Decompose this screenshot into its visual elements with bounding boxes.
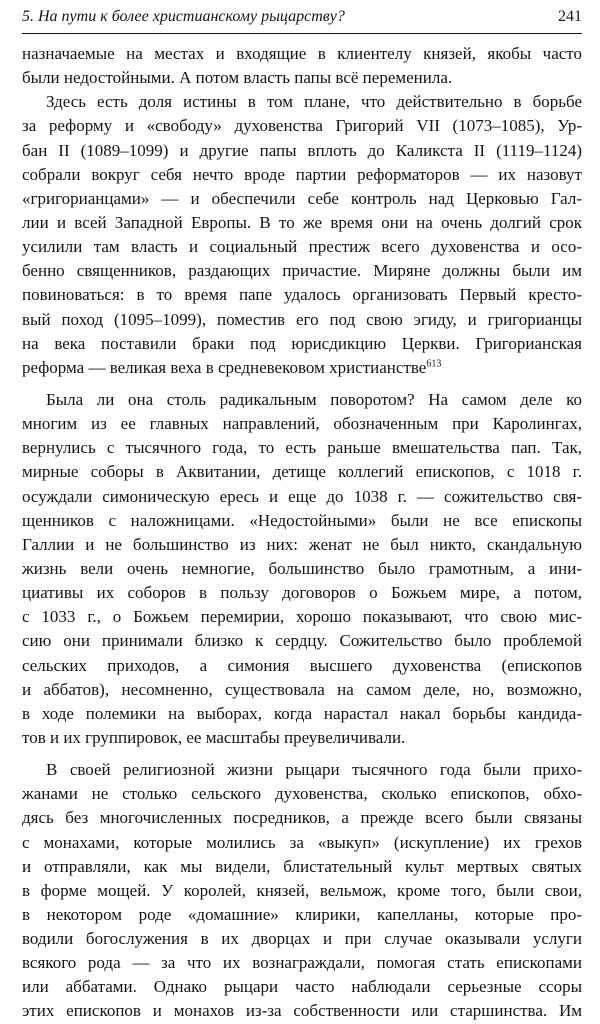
text-line: и аббатов), несомненно, существовала на самом деле, но, возможно,: [22, 679, 582, 699]
paragraph: [22, 90, 582, 380]
text-line: водили богослужения в их дворцах и при случае оказывали услуги: [22, 929, 582, 949]
text-line: этих епископов и монахов из-за собственности или старшинства. Им: [22, 1001, 582, 1021]
text-line: дясь без многочисленных посредников, а прежде всего были связаны: [22, 808, 582, 828]
text-line-body: реформа — великая веха в средневековом христианстве: [22, 357, 427, 377]
text-line: лии и всей Западной Европы. В то же время они на очень долгий срок: [22, 212, 582, 232]
text-line: осуждали симоническую ересь и еще до 1038 г. — сожительство свя-: [22, 486, 582, 506]
chapter-title: 5. На пути к более христианскому рыцарству?: [22, 8, 345, 25]
text-line: бенно священников, раздающих причастие. Миряне должны были им: [22, 261, 582, 281]
running-head: [22, 8, 582, 32]
text-line: мирные соборы в Аквитании, детище коллегий епископов, с 1018 г.: [22, 462, 582, 482]
text-line: жизнь вели очень немногие, большинство было грамотным, а ини-: [22, 558, 582, 578]
paragraph: [22, 42, 582, 90]
text-line: повиноваться: в то время папе удалось организовать Первый кресто-: [22, 285, 582, 305]
text-line: многим из ее главных направлений, обозначенным при Каролингах,: [22, 414, 582, 434]
text-line: бан II (1089–1099) и другие папы вплоть до Каликста II (1119–1124): [22, 140, 582, 160]
paragraph: [22, 388, 582, 750]
paragraph: [22, 758, 582, 1024]
text-line: в ходе полемики на выборах, когда нарастал накал борьбы кандида-: [22, 703, 582, 723]
text-line: за реформу и «свободу» духовенства Григорий VII (1073–1085), Ур-: [22, 116, 582, 136]
text-line: и отправляли, как мы видели, блистательный культ мертвых святых: [22, 856, 582, 876]
body-text: [22, 42, 582, 1024]
text-line: сельских приходов, а симония высшего духовенства (епископов: [22, 655, 582, 675]
text-line: были недостойными. А потом власть папы всё переменила.: [22, 68, 453, 88]
text-line: в форме мощей. У королей, князей, вельмож, кроме того, были свои,: [22, 880, 582, 900]
text-line: усилили там власть и социальный престиж всего духовенства и осо-: [22, 237, 582, 257]
text-line: вый поход (1095–1099), поместив его под свою эгиду, и григорианцы: [22, 309, 582, 329]
text-line: сию они принимали близко к сердцу. Сожительство было проблемой: [22, 631, 582, 651]
text-line: тов и их группировок, ее масштабы преувеличивали.: [22, 727, 406, 747]
text-line: Была ли она столь радикальным поворотом? На самом деле ко: [46, 389, 582, 409]
text-line: вернулись с тысячного года, то есть раньше вмешательства пап. Так,: [22, 438, 582, 458]
text-line: с монахами, которые молились за «выкуп» (искупление) их грехов: [22, 832, 582, 852]
text-line: В своей религиозной жизни рыцари тысячного года были прихо-: [46, 760, 582, 780]
text-line: [22, 356, 582, 380]
page-number: 241: [558, 8, 582, 25]
footnote-ref: 613: [426, 358, 442, 370]
text-line: жанами не столько сельского духовенства, сколько епископов, обхо-: [22, 784, 582, 804]
text-line: с 1033 г., о Божьем перемирии, хорошо показывают, что свою мис-: [22, 607, 582, 627]
header-rule: [22, 33, 582, 34]
text-line: или аббатами. Однако рыцари часто наблюдали серьезные ссоры: [22, 977, 582, 997]
text-line: щенников с наложницами. «Недостойными» были не все епископы: [22, 510, 582, 530]
text-line: в некотором роде «домашние» клирики, капелланы, которые про-: [22, 904, 582, 924]
text-line: Здесь есть доля истины в том плане, что действительно в борьбе: [46, 92, 582, 112]
text-line: Галлии и не большинство из них: женат не был никто, скандальную: [22, 534, 582, 554]
text-line: всякого рода — за что их вознаграждали, помогая стать епископами: [22, 953, 582, 973]
text-line: циативы их соборов в пользу договоров о Божьем мире, а потом,: [22, 583, 582, 603]
text-line: назначаемые на местах и входящие в клиентелу князей, якобы часто: [22, 44, 582, 63]
text-line: на века поставили браки под юрисдикцию Церкви. Григорианская: [22, 333, 582, 353]
text-line: «григорианцами» — и обеспечили себе контроль над Церковью Гал-: [22, 188, 582, 208]
text-line: собрали вокруг себя нечто вроде партии реформаторов — их назовут: [22, 164, 582, 184]
